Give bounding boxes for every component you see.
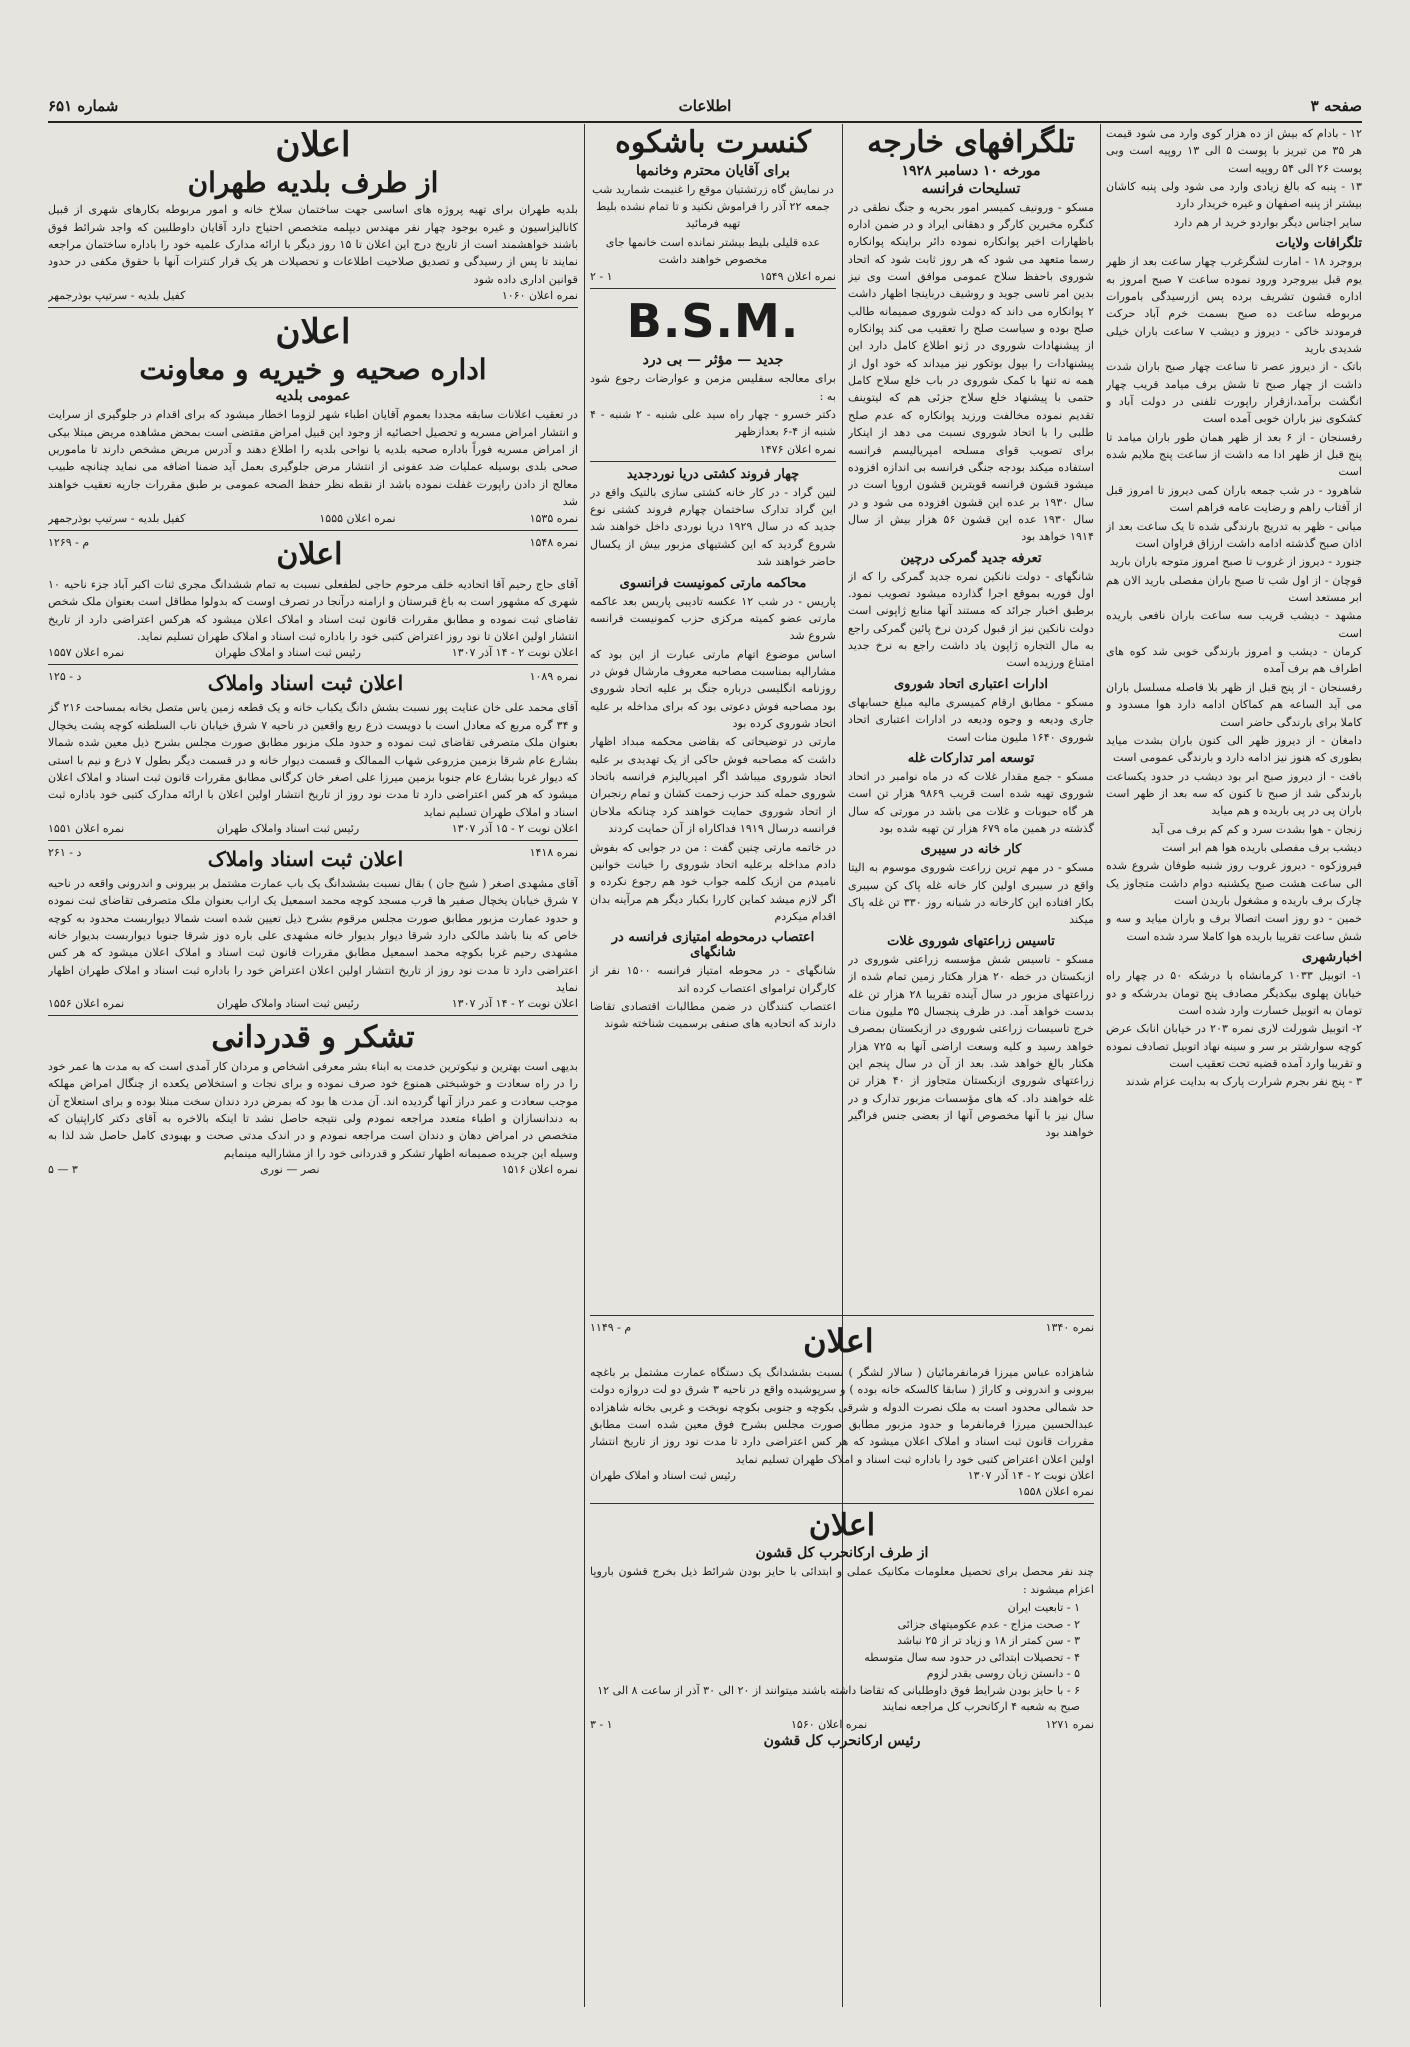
city-item: ۱- اتوبیل ۱۰۳۳ کرمانشاه با درشکه ۵۰ در چهار راه خیابان پهلوی بیکدیگر مصادف پنج تومان بدرشکه و دو تومان به اتوبیل خسارت وارد شده است (1106, 969, 1362, 1017)
column-concert-and-news (590, 124, 836, 1307)
ad-number: نمره ۱۴۱۸ (529, 845, 578, 859)
report-item: میانی - ظهر به تدریج بارندگی شده تا یک ساعت بعد از اذان صبح گذشته ادامه داشت ارزاق فراوان است (1106, 519, 1362, 550)
report-item: خمین - دو روز است اتصالا برف و باران میاید و سه و شش ساعت تقریبا باریده هوا کاملا سرد شده است (1106, 912, 1362, 943)
ad-subtitle-line2: عمومی بلدیه (275, 388, 351, 405)
column-announcements (48, 124, 578, 2007)
ad-signature-row (48, 822, 578, 835)
article-body: در خاتمه مارتی چنین گفت : من در جوابی که بفوش دادم مداخله برعلیه اتحاد شوروی را خیانت خوانین نامیدم من ازیک کلمه جواب خود هم رجوع نکرده و اگر لازم میشد کماین کاررا بکبار دیگر هم مرآینه بدان اقدام میکردم (590, 840, 836, 923)
requirements-list (590, 1600, 1094, 1716)
list-item: ۳ - سن کمتر از ۱۸ و زیاد تر از ۲۵ نباشد (897, 1634, 1080, 1648)
concert-note: عده قلیلی بلیط بیشتر نمانده است خانمها جای مخصوص خواهند داشت (605, 235, 821, 266)
ad-subtitle: از طرف بلدیه طهران (187, 166, 439, 200)
ad-dates: اعلان نوبت ۲ - ۱۴ آذر ۱۳۰۷ (967, 1468, 1094, 1482)
market-item-other: سایر اجناس دیگر بواردو خرید ار هم دارد (1173, 215, 1362, 229)
article-body: پاریس - در شب ۱۲ عکسه تادیبی پاریس بعد عاکمه مارتی عضو کمیته مرکزی حزب کمونیست فرانسه شروع شد (590, 594, 836, 643)
ad-number: نمره ۱۲۷۱ (1045, 1717, 1094, 1731)
market-item-13: ۱۳ - پنبه که بالغ زیادی وارد می شود ولی پنبه کاشان بیشتر از پنبه اصفهان و غیره خریدار دارد (1106, 180, 1362, 211)
concert-title: کنسرت باشکوه (615, 125, 811, 160)
report-item: فیروزکوه - دیروز غروب روز شنبه طوفان شروع شده الی ساعت هشت صبح یکشنبه دوام داشت متجاوز یک چارک برف باریده و مشغول باریدن است (1106, 859, 1362, 908)
report-item: قوچان - از اول شب تا صبح باران مفصلی بارید الان هم ابر مستعد است (1106, 573, 1362, 604)
ad-number: نمره ۱۵۴۸ (529, 535, 578, 549)
ad-title: اعلان (275, 125, 351, 165)
ad-title: اعلان (276, 536, 343, 572)
report-item: شاهرود - در شب جمعه باران کمی دیروز تا امروز قبل از آفتاب راهم و رضایت عامه فراهم است (1106, 483, 1362, 515)
ad-number: نمره اعلان ۱۵۱۶ (501, 1163, 578, 1177)
article-body: مارتی در توضیحاتی که بقاضی محکمه مبداد اظهار داشت که مصاحبه فوش حاکی از یک تهدیدی بر علیه اتحاد شوروی میباشد اگر امپریالیزم فرانسه باتحاد شوروی حمله کند حزب زحمت کشان و تمام رنجبران از اتحاد شوروی حمایت خواهند کرد چنانکه ملاحان فرانسه درسال ۱۹۱۹ فداکاراه از آن حمایت کردند (590, 735, 836, 836)
bsm-body: برای معالجه سفلیس مزمن و عوارضات رجوع شود به : (590, 372, 836, 403)
report-item: کرمان - دیشب و امروز بارندگی خوبی شد کوه های اطراف هم برف آمده (1106, 645, 1362, 676)
ad-number: نمره اعلان ۱۵۵۶ (48, 997, 125, 1011)
article-body: مسکو - جمع مقدار غلات که در ماه نوامبر در اتحاد شوروی تهیه شده است قریب ۹۸۶۹ هزار تن است هر گاه حبوبات و غلات می باشد در مورتی که سال گذشته در همین ماه ۶۷۹ هزار تن تهیه شده بود (848, 769, 1094, 835)
concert-subtitle: برای آقایان محترم وخانمها (636, 162, 790, 179)
ad-body: آقای محمد علی خان عنایت پور نسبت بشش دانگ یکباب خانه و یک قطعه زمین یاس متصل بخانه بمساحت ۲۱۶ گز و ۳۴ گره مربع که معادل است با دویست ذرع ربع واقعین در ناحیه ۷ شرق خیابان ناب السلطنه کوچه پشت یخچال بعنوان ملک متصرفی تقاضای ثبت نموده و حدود ملک مزبور مطابق صورت مجلس بشرح ذیل معین شده شمالا بشارع عام شرقا بزمین مزروعی شهاب الممالک و قسمت دیوار خانه و در قسمت دیگر بطول ۷ ذرع و نیم با استی که دیوار غربا بشارع عام جنوبا بزمین میرزا علی اصغر خان کرگانی مطابق مقررات قانون ثبت اسناد و املاک اعلان میشود که هر کس اعتراضی دارد تا مدت نود روز از تاریخ انتشار اولین اعلان با ارائه مدارک کتبی خود باداره ثبت اسناد و املاک طهران تسلیم نماید (48, 701, 578, 819)
ad-number: نمره اعلان ۱۵۴۹ (759, 270, 836, 284)
ad-meta (590, 1718, 1094, 1731)
city-item: ۳ - پنج نفر بجرم شرارت پارک به بدایت عزام شدند (1125, 1075, 1362, 1089)
telegram-date: مورخه ۱۰ دسامبر ۱۹۲۸ (901, 162, 1041, 179)
divider (590, 1503, 1094, 1504)
column-rule-3 (584, 124, 585, 2007)
list-item: ۴ - تحصیلات ابتدائی در حدود سه سال متوسطه (864, 1650, 1080, 1664)
ad-title: اعلان ثبت اسناد واملاک (207, 671, 404, 696)
article-body: شانگهای - دولت نانکین نمره جدید گمرکی را که از اول فوریه بموقع اجرا گذارده میشود تصویب نمود. برطبق اخبار جرائد که مستند آنها منابع ژاپونی است دولت نانکین نیز از قبول کردن نرخ پائین گمرکی راجع به مال التجاره ژاپون یاد داشت راجع به نرخ جدید امتناع ورزیده است (848, 569, 1094, 670)
divider (48, 307, 578, 308)
divider (48, 840, 578, 841)
ad-signatory: رئیس ثبت اسناد و املاک طهران (215, 646, 361, 660)
city-news-heading: اخبارشهری (1301, 950, 1362, 966)
ad-body: شاهزاده عباس میرزا فرمانفرمائیان ( سالار لشگر ) نسبت بششدانگ یک دستگاه عمارت مشتمل بر باغچه بیرونی و اندرونی و کاراژ ( سابقا کالسکه خانه بوده ) و سرپوشیده واقع در ناحیه ۳ شرق دو لت دروازه دولت حد شمالی محدود است به ملک نصرت الدوله و شرقی بکوچه و جنوبی بکوچه نوبخت و غربی بخانه شاهزاده عبدالحسین میرزا فرمانفرما و حدود مزبور مطابق صورت مجلس بشرح فوق معین شده است مطابق مقررات قانون ثبت اسناد و املاک اعلان میشود که هر کس اعتراضی دارد تا مدت نود روز از تاریخ انتشار اولین اعلان اعتراض کتبی خود را باداره ثبت اسناد و املاک طهران تسلیم نماید (590, 1365, 1094, 1466)
report-item: زنجان - هوا بشدت سرد و کم کم برف می آید (1151, 822, 1362, 836)
report-item: بافت - از دیروز صبح ابر بود دیشب در حدود یکساعت بارندگی شد از صبح تا کنون که سه بعد از ظهر است باران پی در پی باریده و هم میاید (1106, 769, 1362, 818)
article-body: اعتصاب کنندگان در ضمن مطالبات اقتصادی تقاضا دارند که اتحادیه های صنفی برسمیت شناخته شوند (590, 1000, 836, 1031)
article-body: مسکو - مطابق ارقام کمیسری مالیه مبلغ حسابهای جاری ودیعه و وجوه ودیعه در ادارات اعتباری اتحاد شوروی ۱۶۴۰ ملیون منات است (848, 695, 1094, 744)
city-item: ۲- اتوبیل شورلت لاری نمره ۲۰۳ در خیابان انابک عرض کوچه سوارشتر بر سر و سینه نهاد اتوبیل تصادف نموده و تقریبا وارد آمده قضیه تحت تعقیب است (1106, 1022, 1362, 1070)
ad-number: نمره اعلان ۱۰۶۰ (501, 289, 578, 303)
article-heading: محاکمه مارتی کمونیست فرانسوی (619, 575, 807, 591)
divider (48, 664, 578, 665)
paper-title: اطلاعات (678, 97, 732, 115)
divider (590, 1315, 1094, 1316)
article-body: مسکو - ورونیف کمیسر امور بحریه و جنگ نطقی در کنگره مخبرین کارگر و دهقانی ایراد و در ضمن اداره باظهارات اخیر پوانکاره نموده دائر براینکه پوانکاره رسما متعهد می شود که هر روز ثابت شود که اتحاد شوروی باحفظ سلاح عمومی موافق است وی نیز بدین امر تاسی جوید و روشیف درباینجا اظهار داشت ۲ پوانکاره می داند که دولت شوروی صمیمانه طالب صلح بوده و سیاست صلح را تعقیب می کند پوانکاره از پیشنهادات شوروی در ژنو اطلاع کامل دارد این پیشنهادات را بپول بوتکور نیز میداند که خود اول از همه نه تنها با کمک شوروی در باب خلع سلاح کامل حتمی با پیشنهاد خلع سلاح جزئی هم که لیتوینف تقدیم نموده مخالفت ورزید پوانکاره که عدم صلح طلبی را با اتحاد شوروی نسبت می دهد از اینکار برای تصویب قوای مسلحه امپریالیسم فرانسه استفاده میکند بودجه جنگی فرانسه بی اندازه افزوده میشود قشون فرانسه قویترین قشون اروپا است در سال ۱۹۳۰ بر عده این قشون افزوده می شود و در سال ۱۹۳۰ عده این قشون ۵۶ هزار بیش از سال ۱۹۱۴ خواهد بود (848, 200, 1094, 544)
article-heading: تعرفه جدید گمرکی درچین (900, 550, 1042, 566)
ad-number: نمره اعلان ۱۵۵۷ (48, 646, 125, 660)
ad-code: د - ۲۶۱ (48, 845, 82, 859)
ad-run: ۱ - ۲ (590, 270, 613, 284)
ad-code: م - ۱۲۶۹ (48, 535, 90, 549)
divider (590, 288, 836, 289)
ad-signature-row (48, 1163, 578, 1176)
ad-number: نمره اعلان ۱۵۵۸ (1017, 1484, 1094, 1498)
issue-number: شماره ۶۵۱ (48, 97, 119, 115)
ad-signature-row (48, 289, 578, 302)
ad-subtitle: از طرف ارکانحرب کل قشون (755, 1545, 929, 1562)
list-item: ۵ - دانستن زبان روسی بقدر لزوم (926, 1667, 1080, 1681)
article-heading: تاسیس زراعتهای شوروی غلات (887, 933, 1055, 949)
bsm-tagline: جدید — مؤثر — بی درد (642, 352, 784, 369)
article-heading: ادارات اعتباری اتحاد شوروی (893, 676, 1049, 692)
ad-body: آقای حاج رحیم آقا اتحادیه خلف مرحوم حاجی لطفعلی نسبت به تمام ششدانگ مجری ثنات اکبر آباد جزء ناحیه ۱۰ شهری که مشهور است به باغ قبرستان و ارامنه درآنجا در تصرف اوست که بدولوا مطاقل است بعنوان ملک شخص تقاضای ثبت نموده و مطابق مقررات قانون ثبت اسناد و املاک اعلان میشود که هرکس اعتراضی دارد از تاریخ انتشار اولین اعلان تا نود روز اعتراض کتبی خود را باداره ثبت اسناد و املاک طهران تسلیم نماید. (48, 578, 578, 644)
report-item: جنورد - دیروز از غروب تا صبح امروز متوجه باران بارید (1109, 555, 1362, 569)
page-number: صفحه ۳ (1310, 97, 1362, 115)
ad-title: اعلان ثبت اسناد واملاک (207, 846, 404, 871)
ad-signature-row (48, 646, 578, 659)
ad-body: بلدیه طهران برای تهیه پروژه های اساسی جهت ساختمان سلاخ خانه و امور مربوطه بکارهای شهری از قبیل کانالیزاسیون و غیره بوجود چهار نفر مهندس دیپلمه متخصص احتیاج دارد آقایان داوطلبین که واجد شرائط فوق باشند خواهشمند است از تاریخ درج این اعلان تا ۱۵ روز دیگر با ارائه مدارک علمیه خود را باداره ساختمان مراجعه نمایند تا پس از رسیدگی و تصدیق صلاحیت اطلاعات و تحصیلات هر یک قرار کنترات آنها با حقوق مکفی در حدود قوانین اداری داده شود (48, 203, 578, 286)
ad-number: نمره اعلان ۱۴۷۶ (759, 442, 836, 456)
divider (48, 530, 578, 531)
ad-meta (590, 1321, 1094, 1362)
article-body: اساس موضوع اتهام مارتی عبارت از این بود که مشارالیه بمناسبت مصاحبه معروف مارشال فوش در روزنامه انگلیسی درباره جنگ بر علیه اتحاد شوروی بود مصاحبه فوش دعوتی بود که برای مداخله بر علیه اتحاد شوروی کرده بود (590, 647, 836, 731)
ad-header-row (48, 670, 578, 697)
report-item: دیشب برف مفصلی باریده هوا هم ابر است (1162, 841, 1362, 855)
masthead (48, 95, 1362, 123)
ad-title: تشکر و قدردانی (211, 1020, 415, 1056)
ad-signatory: کفیل بلدیه - سرتیپ بوذرجمهر (48, 289, 186, 303)
divider (590, 461, 836, 462)
list-item: ۱ - تابعیت ایران (1007, 1601, 1080, 1615)
ad-signature-row (48, 512, 578, 525)
column-rule-1 (1100, 124, 1101, 2007)
ad-title: اعلان (275, 312, 351, 353)
ad-number: نمره ۱۳۴۰ (1045, 1321, 1094, 1334)
ad-signatory: رئیس ثبت اسناد واملاک طهران (216, 821, 360, 835)
report-item: دامغان - از دیروز ظهر الی کنون باران بشدت میاید بطوری که هنوز نیز ادامه دارد و بارندگی عمومی است (1106, 733, 1362, 765)
report-item: رفسنجان - از ۶ بعد از ظهر همان طور باران میامد تا پنج قبل از ظهر ادا مه داشت از ساعت پنج ملایم شده است (1106, 430, 1362, 479)
market-item-12: ۱۲ - بادام که بیش از ده هزار کوی وارد می شود قیمت هر ۳۵ من تبریز با پوست ۵ الی ۱۳ روپیه است وبی پوست ۲۶ الی ۵۴ روپیه است (1106, 127, 1362, 175)
article-body: شانگهای - در محوطه امتیاز فرانسه ۱۵۰۰ نفر از کارگران تراموای اعتصاب کرده اند (590, 964, 836, 995)
ad-number: نمره ۱۵۳۵ (529, 511, 578, 525)
ad-intro: چند نفر محصل برای تحصیل معلومات مکانیک عملی و ابتدائی با حایز بودن شرائط ذیل بخرج قشون باروپا اعزام میشوند : (590, 1565, 1094, 1596)
ad-signatory: رئیس ارکانحرب کل قشون (763, 1732, 921, 1749)
bsm-address: دکتر خسرو - چهار راه سید علی شنبه - ۲ شنبه - ۴ شنبه از ۴-۶ بعدازظهر (590, 408, 836, 439)
ad-dates: اعلان نوبت ۲ - ۱۵ آذر ۱۳۰۷ (451, 821, 578, 835)
report-item: رفسنجان - از پنج قبل از ظهر بلا فاصله مسلسل باران می آید الساعه هم کماکان ادامه دارد هوا مسدود و کاملا برای بارندگی حاضر است (1106, 680, 1362, 729)
article-heading: چهار فروند کشتی دریا نوردجدید (626, 466, 800, 482)
ad-signatory: نصر — نوری (260, 1163, 320, 1177)
ad-header-row (48, 536, 578, 575)
ad-header-row (48, 846, 578, 873)
ad-body: بدیهی است بهترین و نیکوترین خدمت به ابناء بشر معرفی اشخاص و مردان کار آمدی است که به مدت ها عمر خود را در راه سعادت و خوشبختی همنوع خود صرف نموده و برای نجات و استخلاص یکعده از چنگال امراض مهلکه موجب سعادت و عمر دراز آنها گردیده اند. آن مدت ها بود که بمرض درد دندان سخت مبتلا بوده و برای استعلاج آن به دندانسازان و اطباء متعدد مراجعه نمودم ولی نتیجه حاصل نشد تا اینکه بالاخره به آقای دکتر کاراپتیان که متخصص در امراض دهان و دندان است مراجعه نمودم و در اندک مدتی صحت و بهبودی کامل حاصل شد لذا به وسیله این جریده صمیمانه اظهار تشکر و قدردانی خود را از مشارالیه مینمایم (48, 1059, 578, 1160)
ad-dates: ۳ — ۵ (48, 1163, 78, 1177)
ad-title: اعلان (803, 1322, 874, 1360)
article-heading: توسعه امر تدارکات غله (907, 750, 1035, 766)
ad-meta (590, 270, 836, 283)
ad-number: نمره اعلان ۱۵۵۵ (319, 511, 396, 525)
article-heading: کار خانه در سیبری (920, 842, 1022, 858)
ad-code: م - ۱۱۴۹ (590, 1321, 632, 1334)
ad-number: نمره اعلان ۱۵۵۱ (48, 821, 125, 835)
ad-signature-row (590, 1469, 1094, 1482)
bottom-ads-block (590, 1310, 1094, 2007)
ad-code: د - ۱۲۵ (48, 670, 82, 684)
concert-body: در نمایش گاه زرتشتیان موقع را غنیمت شمارید شب جمعه ۲۲ آذر را فراموش نکنید و تا تمام نشده بلیط تهیه فرمائید (592, 182, 834, 231)
report-item: باتک - از دیروز عصر تا ساعت چهار صبح باران شدت داشت از چهار صبح تا شش برف میامد قریب چهار انگشت برآمد،ازقرار راپورت تلفنی در دولت آباد و کشکوی نیز باران خوبی آمده است (1106, 360, 1362, 426)
article-body: مسکو - در مهم ترین زراعت شوروی موسوم به الیتا واقع در سیبری اولین کار خانه غله پاک کن سیبری بکار افتاده این کارخانه در شبانه روز ۳۳۰ تن غله پاک میکند (848, 861, 1094, 927)
ad-run: ۱ - ۳ (590, 1717, 613, 1731)
article-heading: اعتصاب درمحوطه امتیازی فرانسه در شانگهای (611, 930, 815, 961)
bsm-logo: B.S.M. (626, 294, 800, 349)
list-item: ۶ - با حایز بودن شرایط فوق داوطلبانی که تقاضا داشته باشند میتوانند از ۲۰ الی ۳۰ آذر از ساعت ۸ الی ۱۲ صبح به شعبه ۴ ارکانحرب کل مراجعه نمایند (597, 1683, 1080, 1714)
ad-dates: اعلان نوبت ۲ - ۱۴ آذر ۱۳۰۷ (451, 997, 578, 1011)
foreign-telegrams-title: تلگرافهای خارجه (867, 125, 1075, 160)
ad-subtitle: اداره صحیه و خیریه و معاونت (139, 353, 487, 387)
ad-number: نمره اعلان ۱۵۶۰ (791, 1717, 868, 1731)
ad-body: آقای مشهدی اصغر ( شیخ جان ) بقال نسبت بششدانگ یک باب عمارت مشتمل بر بیرونی و اندرونی واقعه در ناحیه ۷ شرق خیابان یخچال صفیر ها قرب مسجد کوچه محمد اسمعیل یک اراب بعنوان ملک متصرفی تقاضای ثبت نموده و حدود عمارت مزبور مطابق صورت مجلس مرقوم بشرح ذیل تعیین شده است شمالا دیواربست محدود به کوچه خاص که بنا باشد مالکی دارد شرقا دیوار بدیوار خانه مشهدی علی باره دوز شرقا جنوبا دیواربست بدیوار خانه مشهدی رحیم غربا بکوچه محمد اسمعیل مطابق مقررات قانون ثبت اسناد و املاک اعلان میشود که هر کس اعتراضی دارد تا مدت نود روز از تاریخ انتشار اولین اعلان اعتراض خود را باداره ثبت اسناد و املاک طهران اظهار نماید (48, 876, 578, 995)
ad-meta (590, 443, 836, 456)
ad-signatory: رئیس ثبت اسناد واملاک طهران (216, 997, 360, 1011)
report-item: مشهد - دیشب قریب سه ساعت باران نافعی باریده است (1106, 609, 1362, 640)
ad-signatory: کفیل بلدیه - سرتیپ بوذرجمهر (48, 511, 186, 525)
ad-signatory: رئیس ثبت اسناد و املاک طهران (590, 1468, 736, 1482)
divider (48, 1015, 578, 1016)
article-body: مسکو - تاسیس شش مؤسسه زراعتی شوروی در ازبکستان در خطه ۲۰ هزار هکتار زمین تمام شده از زراعتهای مزبور در سال آینده تقریبا ۲۸ هزار تن غله بدست خواهد آمد. در ظرف پنجسال ۳۵ ملیون منات خرج تاسیسات زراعتی شوروی در ازبکستان بمصرف خواهد رسید و کلیه وسعت اراضی آنها به ۷۲۵ هزار هکتار بالغ خواهد شد. بعد از آن در سال پنجم این زراعتهای شوروی ازبکستان متجاوز از ۴۰ هزار تن غله خواهند داد. که های مؤسسات مزبور تدارک و در سال نیز با آنها مخصوص آنها از بعضی جنس فراگیر خواهند بود (848, 952, 1094, 1140)
report-item: بروجرد ۱۸ - امارت لشگرغرب چهار ساعت بعد از ظهر یوم قبل بیروجرد ورود نموده ساعت ۷ صبح امروز به اداره قشون تشریف برده پس ازرسیدگی بامورات مربوطه ساعت ده صبح بسمت خرم آباد حرکت فرمودند خاکی - دیروز و دیشب ۷ ساعت باران خیلی شدیدی بارید (1106, 255, 1362, 355)
column-provincial-news (1106, 124, 1362, 2007)
ad-signature-row (48, 997, 578, 1010)
ad-dates: اعلان نوبت ۲ - ۱۴ آذر ۱۳۰۷ (451, 646, 578, 660)
article-heading: تسلیحات فرانسه (921, 180, 1021, 197)
list-item: ۲ - صحت مزاج - عدم عکومیتهای جزائی (897, 1617, 1080, 1631)
ad-number: نمره ۱۰۸۹ (529, 670, 578, 684)
ad-meta (590, 1485, 1094, 1498)
provincial-telegrams-heading: تلگرافات ولایات (1275, 236, 1362, 252)
ad-title: اعلان (808, 1507, 876, 1543)
article-body: لنین گراد - در کار خانه کشتی سازی بالتیک واقع در این گراد تدارک ساختمان چهارم فروند کشتی نوع جدید که در سال ۱۹۲۹ دریا نوردی داخل خواهند شد شروع گردید که این کشتیهای مزبور بیش از یکسال حاضر خواهند شد (590, 485, 836, 569)
ad-body: در تعقیب اعلانات سابقه مجددا بعموم آقایان اطباء شهر لزوما اخطار میشود که برای اقدام در جلوگیری از سرایت و انتشار امراض مسریه و تحصیل احصائیه از وجود این قبیل امراض مقتضی است بمحض مشاهده مریض مبتلا بیکی از امراض مسریه فوراً باداره صحیه بلدیه یا نواحی بلدیه را اطلاع دهند و آدرس مریض مشخص دارند تا ماموریں صحی بلدی بوسیله عملیات ضد عفونی از انتشار مرض جلوگیری بعمل آید ضمنا اضافه می نماید چنانچه طبیب معالج از دادن راپورت غفلت نموده باشد از نقطه نظر حفظ الصحه عمومی بر طبق مقررات جاریه تعقیب خواهند شد (48, 408, 578, 509)
